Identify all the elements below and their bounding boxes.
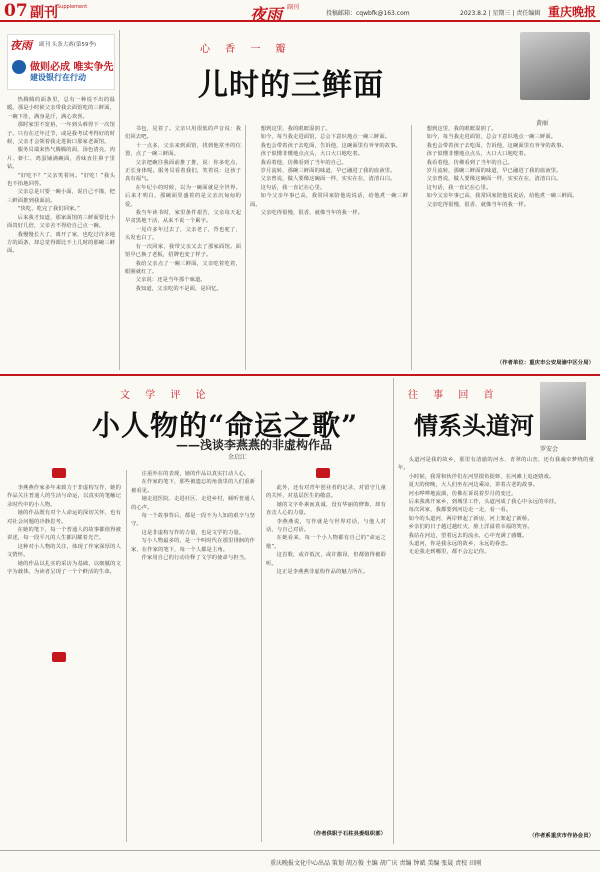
paragraph: 在她的笔下，每一个普通人的故事都值得被讲述，每一段平凡的人生都闪耀着光芒。 [7,527,121,542]
paragraph: 热腾腾的面条里，总有一种说不出的温暖。那是小时候父亲带我去面馆吃的三鲜面，一碗下肚，满身是汗，满心欢喜。 [7,97,115,120]
paragraph: 每次回家，我都要到河边走一走，看一看。 [408,507,512,514]
story3-title: 情系头道河 [414,411,534,440]
paragraph: 父亲吃得很慢，很香，就像当年的我一样。 [426,201,530,208]
paragraph: 写小人物最多的，是一个叫时代在那里徘徊的作家，在作家的笔下，每一个人都是主角。 [131,538,255,553]
paragraph: 父亲曾说，做人要像这碗面一样，实实在在，清清白白。 [260,176,396,183]
paragraph: 我知道，父亲吃的不是面，是回忆。 [135,285,222,292]
story3-byline: （作者系重庆市作协会员） [529,833,594,839]
story2-subtitle: ——浅谈李燕燕的非虚构作品 [176,438,333,452]
page-number: 07 [4,1,28,21]
paragraph: 我也会带着孩子去吃面，告诉他，这碗面里有爷爷的故事。 [426,142,567,149]
section-subtitle: Supplement [57,4,88,10]
column-logo-sub: 副刊 [287,4,300,11]
paragraph: 我当年读书时，家里条件艰苦，父亲每天起早贪黑地干活，从来不说一个累字。 [125,210,241,225]
ad-slogan-2: 建设银行在行动 [30,73,86,82]
paragraph: 此外，还有对青年创业者的记录，对留守儿童的关怀，对基层医生的敬意。 [266,485,386,500]
paragraph: 头道河是我的故乡，那里有清澈的河水、青翠的山峦，还有我魂牵梦绕的童年。 [398,457,594,472]
story3-author: 罗安会 [540,446,559,453]
paragraph: 小时候，我常和伙伴们在河里摸鱼捉虾，在河滩上追逐嬉戏。 [408,473,555,480]
paragraph: 她走进医院、走进社区、走进乡村，倾听普通人的心声。 [131,496,255,511]
story1-column-4 [416,125,594,361]
paragraph: 服务员端来热气腾腾的面，汤色清亮，肉片、虾仁、鸡蛋铺满碗面，香味直往鼻子里钻。 [7,147,115,171]
paragraph: 父亲曾说，做人要像这碗面一样，实实在在，清清白白。 [426,176,562,183]
ad-brand: 夜雨 [10,39,32,52]
paragraph: 夏天的傍晚，大人们坐在河边乘凉，讲着古老的故事。 [408,482,539,489]
column-divider [411,125,412,370]
story2-title: 小人物的“命运之歌” [92,409,359,442]
paragraph: 父亲说：还是当年那个味道。 [135,277,206,284]
paragraph: 父亲总是只要一碗小面，说自己不饿，把三鲜面推到我面前。 [7,189,115,204]
paragraph: 这正是李燕燕非虚构作品的魅力所在。 [276,569,369,576]
paragraph: 她的作品以扎实的采访为基础，以细腻的文字为载体，为读者呈现了一个个鲜活的生命。 [7,560,121,576]
paragraph: 乡亲们的日子越过越红火，脸上洋溢着幸福的笑容。 [408,524,533,531]
paragraph: 孩子似懂非懂地点点头，大口大口地吃着。 [260,151,364,158]
story1-author: 黄丽 [536,120,549,127]
paragraph: 我慢慢长大了，离开了家，也吃过许多地方的面条，却总觉得都比不上儿时的那碗三鲜面。 [7,231,115,255]
story2-author: 余启江 [228,454,247,461]
issue-date: 2023.8.2 | 星期三 | 责任编辑 [460,10,541,17]
story3-kicker: 往 事 回 首 [408,390,500,401]
story3-column [398,456,594,832]
ad-tagline: 副刊 头条大赛(第59季) [39,42,97,48]
submission-email: 投稿邮箱：cqwbfk@163.com [326,10,410,17]
paragraph: 我站在河边，望着远去的流水，心中充满了感慨。 [408,532,528,539]
paragraph: 十一点多，父亲来到面馆，找到他常坐的位置，点了一碗三鲜面。 [125,142,241,158]
bank-logo-icon [12,60,26,74]
paragraph: 在作家的笔下，那些被遗忘的角落里的人们重新被看见。 [131,479,255,494]
ad-slogan: 做则必成 唯实争先 [30,62,114,73]
story2-column-1 [7,484,121,842]
paragraph: 一晃许多年过去了，父亲老了，背也驼了，头发也白了。 [125,226,241,242]
story1-column-1 [7,96,115,368]
paragraph: 她的文字朴素而真诚，没有华丽的修饰，却有直击人心的力量。 [266,501,386,517]
paragraph: 在她看来，每一个小人物都有自己的“命运之歌”。 [266,535,386,550]
story2-byline: （作者供职于石柱县委组织部） [310,831,386,837]
paragraph: 我看着他，仿佛看到了当年的自己。 [426,159,513,166]
paragraph: 这首歌，或许低沉，或许激昂，但都值得被聆听。 [266,552,386,567]
story2-column-3 [266,484,386,830]
paragraph: 如今的头道河，两岸修起了新房，河上架起了新桥。 [408,515,533,522]
column-logo: 夜雨 [250,5,283,24]
story2-kicker: 文 学 评 论 [120,390,212,401]
column-divider [245,125,246,370]
paragraph: 书包，晃着了。父亲只用很低的声音说：我们回去吧。 [125,126,241,141]
paragraph: 如今，每当我走进面馆，总会下意识地点一碗三鲜面。 [260,134,391,141]
paragraph: 这句话，我一直记在心里。 [426,184,492,191]
story1-kicker: 心 香 一 瓣 [200,44,292,55]
paragraph: 李燕燕说，写作就是与世界对话，与他人对话，与自己对话。 [266,518,386,534]
paragraph: 河水哗哗地流淌，仿佛在诉说着岁月的变迁。 [408,490,517,497]
paragraph: 父亲吃得很慢，很香，就像当年的我一样。 [260,210,364,217]
paragraph: “好吃不？”父亲笑着问。“好吃！”我头也不抬地回答。 [7,172,115,188]
column-divider [126,470,127,842]
footer-credits: 重庆晚报文化中心出品 策划 胡万俊 主编 胡广庆 责编 钟斌 美编 张晟 责校 田刚 [270,860,482,867]
paragraph: 在年纪小的时候，以为一碗面就是全世界。后来才明白，那碗面里盛着的是父亲沉甸甸的爱。 [125,184,241,208]
paragraph: 作家用自己的行动诠释了文学的使命与担当。 [141,555,250,562]
paragraph: “快吃，吃完了我们回家。” [17,206,80,213]
paragraph: 父亲把碗往我面前推了推，说：你多吃点，正长身体呢。服务员看着我们，笑着说：这孩子真有福气。 [125,159,241,183]
paragraph: 孩子似懂非懂地点点头，大口大口地吃着。 [426,151,530,158]
column-divider [393,378,394,844]
paragraph: 那时家里不宽裕，一年到头难得下一次馆子。只有在过年过节，或是我考试考得好的时候，父亲才会领着我走进街口那家老面馆。 [7,122,115,146]
paragraph: 岁月流转，那碗三鲜面的味道，早已融进了我的血液里。 [260,168,396,175]
section-marker [52,468,66,478]
section-marker [316,468,330,478]
paragraph: 想到这里，我的眼眶湿润了。 [426,126,497,132]
paragraph: 后来我才知道，那家面馆的三鲜面要比小面贵好几倍，父亲舍不得给自己点一碗。 [7,214,115,230]
story1-column-3 [250,125,408,370]
paragraph: 我给父亲点了一碗三鲜面，父亲吃着吃着，眼圈就红了。 [125,260,241,275]
author-photo [520,32,590,100]
paragraph: 如今，每当我走进面馆，总会下意识地点一碗三鲜面。 [426,134,557,141]
paragraph: 李燕燕作家多年来致力于非虚构写作，她的作品关注普通人的生活与命运，以真实的笔触记录时代中的小人物。 [7,485,121,508]
paragraph: 这种对小人物的关注，体现了作家深厚的人文情怀。 [7,543,121,559]
column-divider [261,470,262,842]
author-photo [540,382,586,440]
newspaper-name: 重庆晚报 [548,5,597,19]
paragraph: 每一个故事背后，都是一段不为人知的艰辛与坚守。 [131,513,255,528]
paragraph: 注重外在的表现，她的作品以真实打动人心。 [141,471,250,477]
story1-title: 儿时的三鲜面 [198,68,384,103]
paragraph: 这句话，我一直记在心里。 [260,184,326,191]
paragraph: 我也会带着孩子去吃面，告诉他，这碗面里有爷爷的故事。 [260,142,401,149]
paragraph: 她的作品既有对个人命运的深切关怀，也有对社会问题的冷静思考。 [7,510,121,525]
paragraph: 头道河，你是我永远的故乡，永远的眷恋。 [408,541,512,548]
paragraph: 我看着他，仿佛看到了当年的自己。 [260,159,347,166]
paragraph: 有一次回家，我带父亲又去了那家面馆。面馆早已换了老板，招牌也变了样子。 [125,243,241,259]
story1-column-2 [125,125,241,370]
paragraph: 想到这里，我的眼眶湿润了。 [260,126,331,132]
section-name: 副刊 [30,5,58,21]
paragraph: 这是非虚构写作的力量，也是文学的力量。 [141,529,245,536]
paragraph: 岁月流转，那碗三鲜面的味道，早已融进了我的血液里。 [426,168,562,175]
column-divider [119,30,120,370]
paragraph: 如今父亲年事已高，我常回家陪他说说话，给他煮一碗三鲜面。 [250,193,408,208]
paragraph: 如今父亲年事已高，我常回家陪他说说话，给他煮一碗三鲜面。 [426,193,578,200]
section-rule [0,374,600,376]
story2-column-2 [131,470,255,842]
paragraph: 后来我离开家乡，到城里工作，头道河成了我心中永远的牵挂。 [408,499,560,506]
paragraph: 无论我走到哪里，都不会忘记你。 [408,549,490,556]
story1-byline: （作者单位：重庆市公安局渝中区分局） [496,360,594,366]
